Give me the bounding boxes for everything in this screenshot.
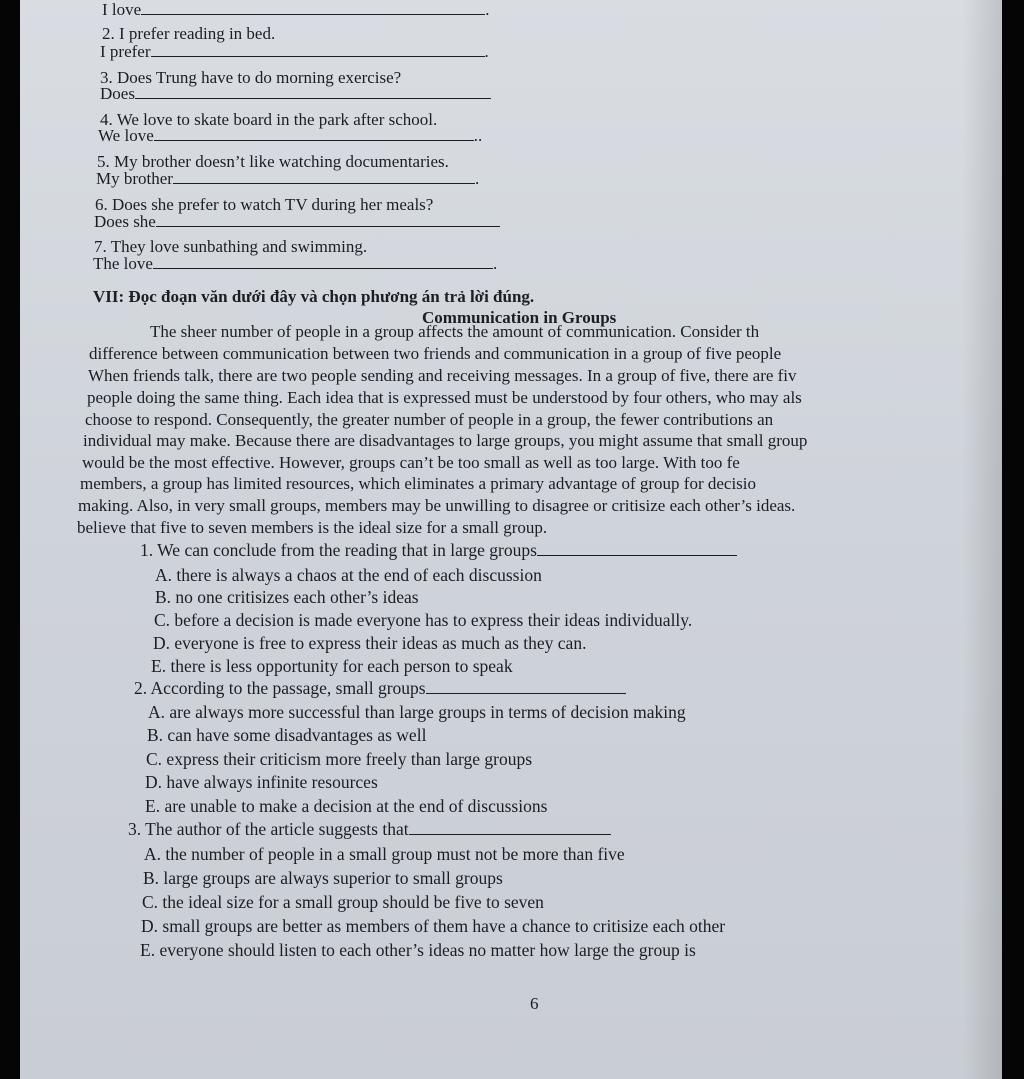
question-2-option-b[interactable]: B. can have some disadvantages as well — [147, 725, 427, 745]
question-3-option-b[interactable]: B. large groups are always superior to small groups — [143, 868, 503, 888]
page-shadow — [962, 0, 1002, 1079]
question-3-option-a[interactable]: A. the number of people in a small group must not be more than five — [144, 844, 625, 864]
rewrite-sentence-3: 3. Does Trung have to do morning exercise? — [100, 68, 402, 87]
question-3-option-d[interactable]: D. small groups are better as members of them have a chance to critisize each other — [141, 916, 726, 936]
question-1-option-a[interactable]: A. there is always a chaos at the end of each discussion — [155, 565, 542, 585]
passage-line-7: would be the most effective. However, groups can’t be too small as well as too large. With too fe — [82, 453, 740, 472]
rewrite-sentence-4: 4. We love to skate board in the park after school. — [100, 110, 438, 129]
question-3-option-c[interactable]: C. the ideal size for a small group should be five to seven — [142, 892, 544, 912]
rewrite-prompt-5: My brother . — [96, 169, 480, 188]
passage-line-6: individual may make. Because there are disadvantages to large groups, you might assume that small group — [83, 431, 808, 450]
question-1-option-c[interactable]: C. before a decision is made everyone has to express their ideas individually. — [154, 610, 693, 630]
passage-line-4: people doing the same thing. Each idea that is expressed must be understood by four others, who may als — [87, 388, 802, 407]
rewrite-prompt-4: We love .. — [98, 126, 483, 145]
question-3-stem: 3. The author of the article suggests that — [128, 819, 611, 839]
passage-line-2: difference between communication between two friends and communication in a group of five people — [89, 344, 782, 363]
question-1-option-b[interactable]: B. no one critisizes each other’s ideas — [155, 587, 419, 607]
passage-line-10: believe that five to seven members is the ideal size for a small group. — [77, 518, 548, 537]
question-2-option-a[interactable]: A. are always more successful than large groups in terms of decision making — [148, 702, 686, 722]
section-heading: VII: Đọc đoạn văn dưới đây và chọn phương án trả lời đúng. — [93, 287, 535, 306]
rewrite-sentence-6: 6. Does she prefer to watch TV during her meals? — [95, 195, 434, 214]
rewrite-prompt-1: I love . — [102, 0, 490, 19]
question-2-option-e[interactable]: E. are unable to make a decision at the end of discussions — [145, 796, 548, 816]
question-2-option-d[interactable]: D. have always infinite resources — [145, 772, 378, 792]
rewrite-sentence-2: 2. I prefer reading in bed. — [102, 24, 276, 43]
question-3-option-e[interactable]: E. everyone should listen to each other’s ideas no matter how large the group is — [140, 940, 696, 960]
question-1-option-d[interactable]: D. everyone is free to express their ideas as much as they can. — [153, 633, 587, 653]
question-2-option-c[interactable]: C. express their criticism more freely than large groups — [146, 749, 533, 769]
passage-line-9: making. Also, in very small groups, members may be unwilling to disagree or critisize each other’s ideas. — [78, 496, 796, 515]
passage-title: Communication in Groups — [422, 308, 617, 327]
question-1-stem: 1. We can conclude from the reading that in large groups — [140, 540, 737, 560]
passage-line-1: The sheer number of people in a group affects the amount of communication. Consider th — [150, 322, 760, 341]
passage-line-8: members, a group has limited resources, which eliminates a primary advantage of group for decisio — [80, 474, 757, 493]
worksheet-page — [20, 0, 1002, 1079]
rewrite-prompt-3: Does — [100, 84, 491, 104]
passage-line-5: choose to respond. Consequently, the greater number of people in a group, the fewer contributions an — [85, 410, 774, 429]
passage-line-3: When friends talk, there are two people sending and receiving messages. In a group of five, there are fiv — [88, 366, 797, 385]
rewrite-sentence-7: 7. They love sunbathing and swimming. — [94, 237, 368, 256]
rewrite-sentence-5: 5. My brother doesn’t like watching documentaries. — [97, 152, 449, 171]
rewrite-prompt-2: I prefer . — [100, 42, 489, 61]
rewrite-prompt-7: The love . — [93, 254, 498, 273]
question-2-stem: 2. According to the passage, small groups — [134, 678, 626, 698]
page-number: 6 — [530, 994, 539, 1013]
question-1-option-e[interactable]: E. there is less opportunity for each person to speak — [151, 656, 513, 676]
rewrite-prompt-6: Does she — [94, 212, 500, 232]
